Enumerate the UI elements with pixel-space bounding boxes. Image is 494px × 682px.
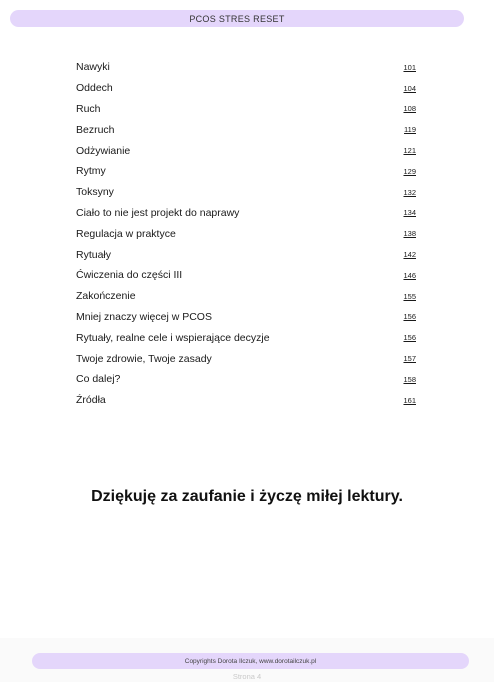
toc-entry-label: Źródła: [76, 394, 106, 407]
toc-entry-page-link[interactable]: 129: [403, 166, 416, 176]
toc-entry-label: Odżywianie: [76, 144, 131, 157]
toc-entry-label: Oddech: [76, 82, 113, 95]
toc-entry[interactable]: [76, 286, 416, 307]
toc-entry-label: Twoje zdrowie, Twoje zasady: [76, 352, 212, 365]
toc-entry-page-link[interactable]: 101: [403, 62, 416, 72]
toc-entry[interactable]: [76, 119, 416, 140]
toc-entry-page-link[interactable]: 119: [404, 125, 416, 135]
header-bar: [10, 10, 464, 27]
table-of-contents: [76, 57, 416, 411]
toc-entry-page-link[interactable]: 156: [403, 333, 416, 343]
toc-entry-page-link[interactable]: 146: [403, 270, 416, 280]
toc-entry-label: Ruch: [76, 102, 101, 115]
toc-entry-label: Ciało to nie jest projekt do naprawy: [76, 206, 240, 219]
toc-entry-page-link[interactable]: 156: [403, 312, 416, 322]
toc-entry-label: Rytuały: [76, 248, 112, 261]
toc-entry[interactable]: [76, 161, 416, 182]
toc-entry[interactable]: [76, 390, 416, 411]
toc-entry-label: Zakończenie: [76, 290, 136, 303]
toc-entry-label: Toksyny: [76, 186, 114, 199]
toc-entry[interactable]: [76, 223, 416, 244]
document-title: PCOS STRES RESET: [189, 13, 285, 24]
toc-entry-page-link[interactable]: 142: [403, 250, 416, 260]
toc-entry[interactable]: [76, 57, 416, 78]
closing-message: Dziękuję za zaufanie i życzę miłej lektury.: [91, 488, 403, 505]
toc-entry-page-link[interactable]: 161: [403, 395, 416, 405]
toc-entry-label: Rytmy: [76, 165, 106, 178]
toc-entry[interactable]: [76, 369, 416, 390]
toc-entry-page-link[interactable]: 157: [403, 354, 416, 364]
toc-entry[interactable]: [76, 348, 416, 369]
toc-entry[interactable]: [76, 182, 416, 203]
toc-entry-page-link[interactable]: 121: [403, 146, 416, 156]
toc-entry-label: Nawyki: [76, 61, 110, 74]
toc-entry[interactable]: [76, 265, 416, 286]
toc-entry-page-link[interactable]: 108: [403, 104, 416, 114]
toc-entry-label: Ćwiczenia do części III: [76, 269, 183, 282]
toc-entry[interactable]: [76, 78, 416, 99]
toc-entry[interactable]: [76, 307, 416, 328]
toc-entry[interactable]: [76, 99, 416, 120]
toc-entry-page-link[interactable]: 104: [403, 83, 416, 93]
toc-entry-page-link[interactable]: 132: [403, 187, 416, 197]
copyright-text: Copyrights Dorota Ilczuk, www.dorotailczuk.pl: [184, 657, 317, 665]
toc-entry-label: Mniej znaczy więcej w PCOS: [76, 310, 212, 323]
toc-entry-label: Bezruch: [76, 123, 115, 136]
toc-entry[interactable]: [76, 140, 416, 161]
toc-entry-page-link[interactable]: 158: [403, 374, 416, 384]
footer-bar: [32, 653, 469, 669]
toc-entry-page-link[interactable]: 155: [403, 291, 416, 301]
toc-entry[interactable]: [76, 203, 416, 224]
toc-entry-label: Rytuały, realne cele i wspierające decyzje: [76, 331, 270, 344]
toc-entry[interactable]: [76, 244, 416, 265]
toc-entry-label: Co dalej?: [76, 373, 121, 386]
page-number: Strona 4: [232, 672, 262, 681]
toc-entry-label: Regulacja w praktyce: [76, 227, 176, 240]
toc-entry-page-link[interactable]: 138: [403, 229, 416, 239]
toc-entry[interactable]: [76, 327, 416, 348]
toc-entry-page-link[interactable]: 134: [403, 208, 416, 218]
